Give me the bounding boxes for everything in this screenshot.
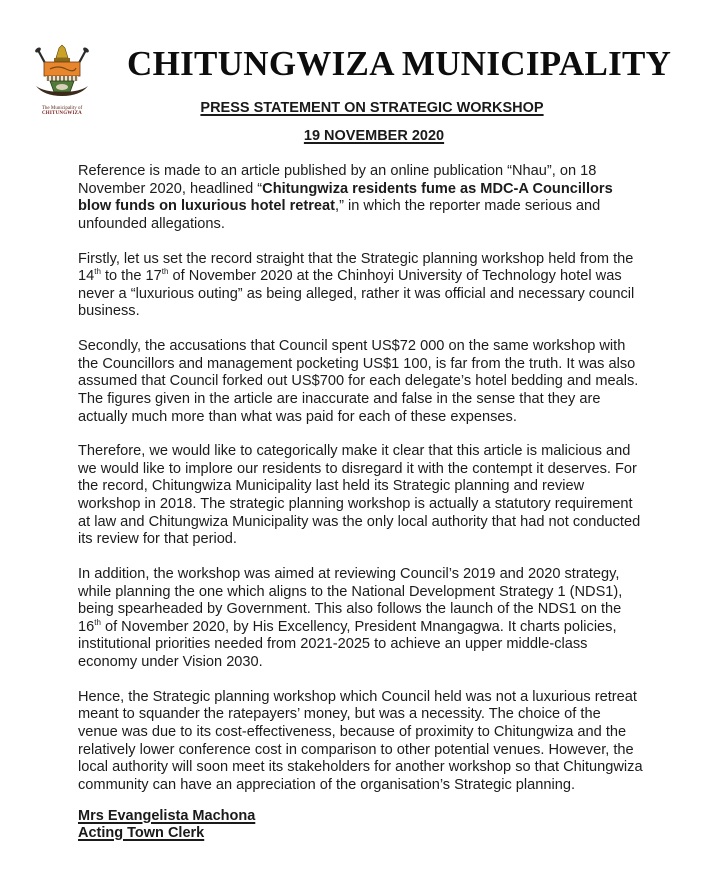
text-line: business. — [78, 303, 140, 320]
document-date: 19 NOVEMBER 2020 — [303, 128, 445, 144]
coat-of-arms-icon — [30, 42, 94, 106]
paragraph-4 — [78, 443, 678, 549]
text-span: 16 — [78, 618, 95, 635]
text-line: community can have an appreciation of the organisation’s Strategic planning. — [78, 776, 576, 793]
paragraph-2 — [78, 251, 678, 321]
text-line: at law and Chitungwiza Municipality was the only local authority that had not conducted — [78, 513, 641, 530]
ordinal-suffix: th — [94, 267, 101, 277]
logo-caption-line1: The Municipality of — [41, 106, 83, 111]
text-line: Therefore, we would like to categorically make it clear that this article is malicious and — [78, 443, 631, 460]
text-span: 14 — [78, 268, 95, 285]
article-headline: Chitungwiza residents fume as MDC-A Councillors — [262, 180, 613, 197]
text-line: Reference is made to an article published by an online publication “Nhau”, on 18 — [78, 163, 597, 179]
text-line: assumed that Council forked out US$700 for each delegate’s hotel bedding and meals. — [78, 373, 639, 390]
text-line: institutional priorities needed from 2021-2025 to achieve an upper middle-class — [78, 636, 588, 653]
text-span: November 2020, headlined “ — [78, 180, 263, 197]
page-title: CHITUNGWIZA MUNICIPALITY — [127, 44, 672, 83]
document-subtitle: PRESS STATEMENT ON STRATEGIC WORKSHOP — [200, 100, 544, 116]
text-span: of November 2020, by His Excellency, President Mnangagwa. It charts policies, — [100, 618, 617, 635]
press-statement-body — [78, 163, 678, 812]
text-line: workshop in 2018. The strategic planning workshop is actually a statutory requirement — [78, 496, 633, 513]
signatory-role: Acting Town Clerk — [78, 825, 205, 841]
text-line: In addition, the workshop was aimed at reviewing Council’s 2019 and 2020 strategy, — [78, 566, 620, 583]
text-line: being spearheaded by Government. This also follows the launch of the NDS1 on the — [78, 601, 622, 618]
paragraph-5 — [78, 566, 678, 672]
text-line: The figures given in the article are inaccurate and false in the sense that they are — [78, 390, 601, 407]
text-span: to the 17 — [100, 268, 162, 285]
text-line: economy under Vision 2030. — [78, 654, 263, 670]
text-line — [78, 181, 678, 199]
ordinal-suffix: th — [94, 617, 101, 627]
logo-caption-line2: CHITUNGWIZA — [42, 111, 82, 116]
text-line: Hence, the Strategic planning workshop which Council held was not a luxurious retreat — [78, 688, 637, 705]
text-line: its review for that period. — [78, 531, 237, 548]
text-line — [78, 619, 678, 637]
text-line: meant to squander the ratepayers’ money, but was a necessity. The choice of the — [78, 706, 601, 723]
text-line: unfounded allegations. — [78, 215, 225, 232]
text-line: Firstly, let us set the record straight that the Strategic planning workshop held from the — [78, 250, 634, 267]
text-line: actually much more than what was paid for each of these expenses. — [78, 408, 517, 425]
text-line — [78, 268, 678, 286]
text-span: of November 2020 at the Chinhoyi University of Technology hotel was — [168, 268, 622, 285]
text-line: Secondly, the accusations that Council spent US$72 000 on the same workshop with — [78, 338, 626, 355]
text-line: the Councillors and management pocketing US$1 100, is far from the truth. It was also — [78, 355, 636, 372]
signature-block — [78, 808, 255, 842]
article-headline: blow funds on luxurious hotel retreat — [78, 198, 336, 215]
text-line: while planning the one which aligns to the National Development Strategy 1 (NDS1), — [78, 583, 623, 600]
text-line: we would like to implore our residents to disregard it with the contempt it deserves. For — [78, 460, 637, 477]
text-line — [78, 198, 678, 216]
signatory-name: Mrs Evangelista Machona — [78, 808, 256, 824]
text-span: ,” in which the reporter made serious and — [335, 198, 601, 215]
text-line: the record, Chitungwiza Municipality last held its Strategic planning and review — [78, 478, 585, 495]
text-line: local authority will soon meet its stakeholders for another workshop so that Chitungwiza — [78, 759, 643, 776]
paragraph-6 — [78, 689, 678, 795]
ordinal-suffix: th — [161, 267, 169, 277]
text-line: relatively lower conference cost in comparison to other potential venues. However, the — [78, 741, 634, 758]
text-line: never a “luxurious outing” as being alleged, rather it was official and necessary council — [78, 285, 635, 302]
paragraph-3 — [78, 338, 678, 426]
paragraph-1 — [78, 163, 678, 233]
text-line: venue was due to its cost-effectiveness, because of proximity to Chitungwiza and the — [78, 723, 627, 740]
